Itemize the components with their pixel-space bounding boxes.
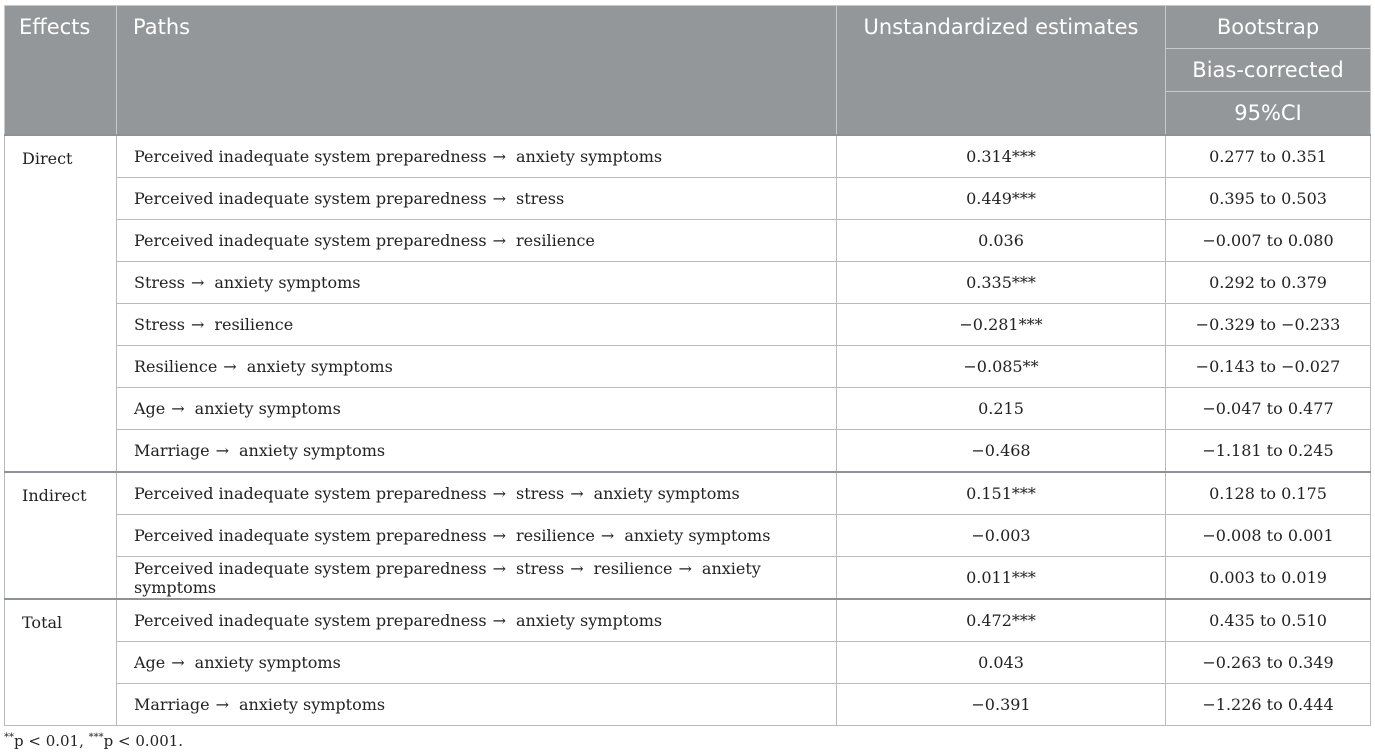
- arrow-icon: →: [492, 231, 507, 250]
- table-header: [5, 6, 1371, 136]
- path-cell: [117, 430, 837, 473]
- estimate-cell: 0.011***: [837, 557, 1166, 600]
- header-bias-corrected: Bias-corrected: [1166, 49, 1371, 92]
- header-ci: 95%CI: [1166, 92, 1371, 136]
- estimate-cell: −0.003: [837, 515, 1166, 557]
- path-node: anxiety symptoms: [134, 558, 761, 597]
- path-node: anxiety symptoms: [239, 441, 386, 460]
- table-row: [5, 346, 1371, 388]
- header-effects: Effects: [5, 6, 117, 136]
- estimate-cell: −0.281***: [837, 304, 1166, 346]
- ci-cell: 0.292 to 0.379: [1166, 262, 1371, 304]
- header-bootstrap: Bootstrap: [1166, 6, 1371, 49]
- path-cell: [117, 599, 837, 642]
- path-node: Age: [134, 399, 166, 418]
- path-node: resilience: [516, 231, 595, 250]
- estimate-cell: −0.085**: [837, 346, 1166, 388]
- path-node: Perceived inadequate system preparedness: [134, 147, 487, 166]
- ci-cell: 0.395 to 0.503: [1166, 178, 1371, 220]
- estimate-cell: 0.043: [837, 642, 1166, 684]
- estimate-cell: 0.036: [837, 220, 1166, 262]
- path-node: Stress: [134, 315, 185, 334]
- arrow-icon: →: [492, 484, 507, 503]
- path-cell: [117, 262, 837, 304]
- path-node: anxiety symptoms: [214, 273, 361, 292]
- path-node: stress: [516, 484, 565, 503]
- ci-cell: −1.181 to 0.245: [1166, 430, 1371, 473]
- arrow-icon: →: [190, 273, 205, 292]
- path-node: stress: [516, 189, 565, 208]
- arrow-icon: →: [570, 558, 584, 578]
- arrow-icon: →: [492, 526, 507, 545]
- arrow-icon: →: [492, 558, 507, 578]
- table-row: [5, 642, 1371, 684]
- effect-group-label: Total: [5, 599, 117, 726]
- arrow-icon: →: [215, 695, 229, 714]
- path-node: anxiety symptoms: [516, 611, 663, 630]
- path-node: Perceived inadequate system preparedness: [134, 189, 487, 208]
- table-row: [5, 472, 1371, 515]
- table-row: [5, 178, 1371, 220]
- arrow-icon: →: [171, 653, 185, 672]
- ci-cell: −0.263 to 0.349: [1166, 642, 1371, 684]
- arrow-icon: →: [223, 357, 237, 376]
- estimate-cell: −0.391: [837, 684, 1166, 726]
- ci-cell: −0.047 to 0.477: [1166, 388, 1371, 430]
- estimate-cell: 0.472***: [837, 599, 1166, 642]
- effect-group-label: Direct: [5, 135, 117, 472]
- estimate-cell: 0.215: [837, 388, 1166, 430]
- path-node: resilience: [214, 315, 294, 334]
- arrow-icon: →: [492, 189, 507, 208]
- footnote: **p < 0.01, ***p < 0.001.: [4, 732, 184, 750]
- table-row: [5, 515, 1371, 557]
- table-row: [5, 430, 1371, 473]
- estimate-cell: 0.335***: [837, 262, 1166, 304]
- path-node: Perceived inadequate system preparedness: [134, 526, 487, 545]
- path-node: anxiety symptoms: [624, 526, 771, 545]
- path-cell: [117, 220, 837, 262]
- path-cell: [117, 388, 837, 430]
- path-node: Perceived inadequate system preparedness: [134, 558, 487, 578]
- results-table-container: [4, 5, 1370, 726]
- path-cell: [117, 178, 837, 220]
- arrow-icon: →: [190, 315, 205, 334]
- path-node: Perceived inadequate system preparedness: [134, 484, 487, 503]
- ci-cell: 0.435 to 0.510: [1166, 599, 1371, 642]
- header-paths: Paths: [117, 6, 837, 136]
- path-node: resilience: [593, 558, 673, 578]
- mediation-results-table: [4, 5, 1371, 726]
- path-node: resilience: [516, 526, 595, 545]
- ci-cell: −1.226 to 0.444: [1166, 684, 1371, 726]
- arrow-icon: →: [492, 147, 507, 166]
- path-node: anxiety symptoms: [239, 695, 386, 714]
- estimate-cell: −0.468: [837, 430, 1166, 473]
- path-cell: [117, 642, 837, 684]
- ci-cell: −0.329 to −0.233: [1166, 304, 1371, 346]
- table-row: [5, 220, 1371, 262]
- path-node: anxiety symptoms: [593, 484, 740, 503]
- estimate-cell: 0.449***: [837, 178, 1166, 220]
- arrow-icon: →: [171, 399, 185, 418]
- path-cell: [117, 346, 837, 388]
- table-row: [5, 599, 1371, 642]
- path-node: Stress: [134, 273, 185, 292]
- estimate-cell: 0.151***: [837, 472, 1166, 515]
- path-cell: [117, 557, 837, 600]
- path-cell: [117, 472, 837, 515]
- path-node: Perceived inadequate system preparedness: [134, 611, 487, 630]
- effect-group-label: Indirect: [5, 472, 117, 599]
- arrow-icon: →: [492, 611, 507, 630]
- estimate-cell: 0.314***: [837, 135, 1166, 178]
- ci-cell: −0.007 to 0.080: [1166, 220, 1371, 262]
- table-row: [5, 262, 1371, 304]
- path-node: Age: [134, 653, 166, 672]
- path-cell: [117, 135, 837, 178]
- path-cell: [117, 684, 837, 726]
- arrow-icon: →: [570, 484, 584, 503]
- ci-cell: 0.277 to 0.351: [1166, 135, 1371, 178]
- path-node: anxiety symptoms: [194, 653, 341, 672]
- path-node: Perceived inadequate system preparedness: [134, 231, 487, 250]
- table-row: [5, 684, 1371, 726]
- path-node: Marriage: [134, 441, 210, 460]
- ci-cell: 0.128 to 0.175: [1166, 472, 1371, 515]
- ci-cell: −0.143 to −0.027: [1166, 346, 1371, 388]
- table-row: [5, 304, 1371, 346]
- path-node: anxiety symptoms: [516, 147, 663, 166]
- arrow-icon: →: [600, 526, 615, 545]
- table-body: [5, 135, 1371, 726]
- header-estimates: Unstandardized estimates: [837, 6, 1166, 136]
- path-node: stress: [516, 558, 565, 578]
- path-node: anxiety symptoms: [194, 399, 341, 418]
- arrow-icon: →: [678, 558, 692, 578]
- arrow-icon: →: [215, 441, 229, 460]
- path-cell: [117, 304, 837, 346]
- path-cell: [117, 515, 837, 557]
- ci-cell: 0.003 to 0.019: [1166, 557, 1371, 600]
- table-row: [5, 557, 1371, 600]
- path-node: anxiety symptoms: [246, 357, 393, 376]
- table-row: [5, 135, 1371, 178]
- ci-cell: −0.008 to 0.001: [1166, 515, 1371, 557]
- table-row: [5, 388, 1371, 430]
- path-node: Marriage: [134, 695, 210, 714]
- path-node: Resilience: [134, 357, 218, 376]
